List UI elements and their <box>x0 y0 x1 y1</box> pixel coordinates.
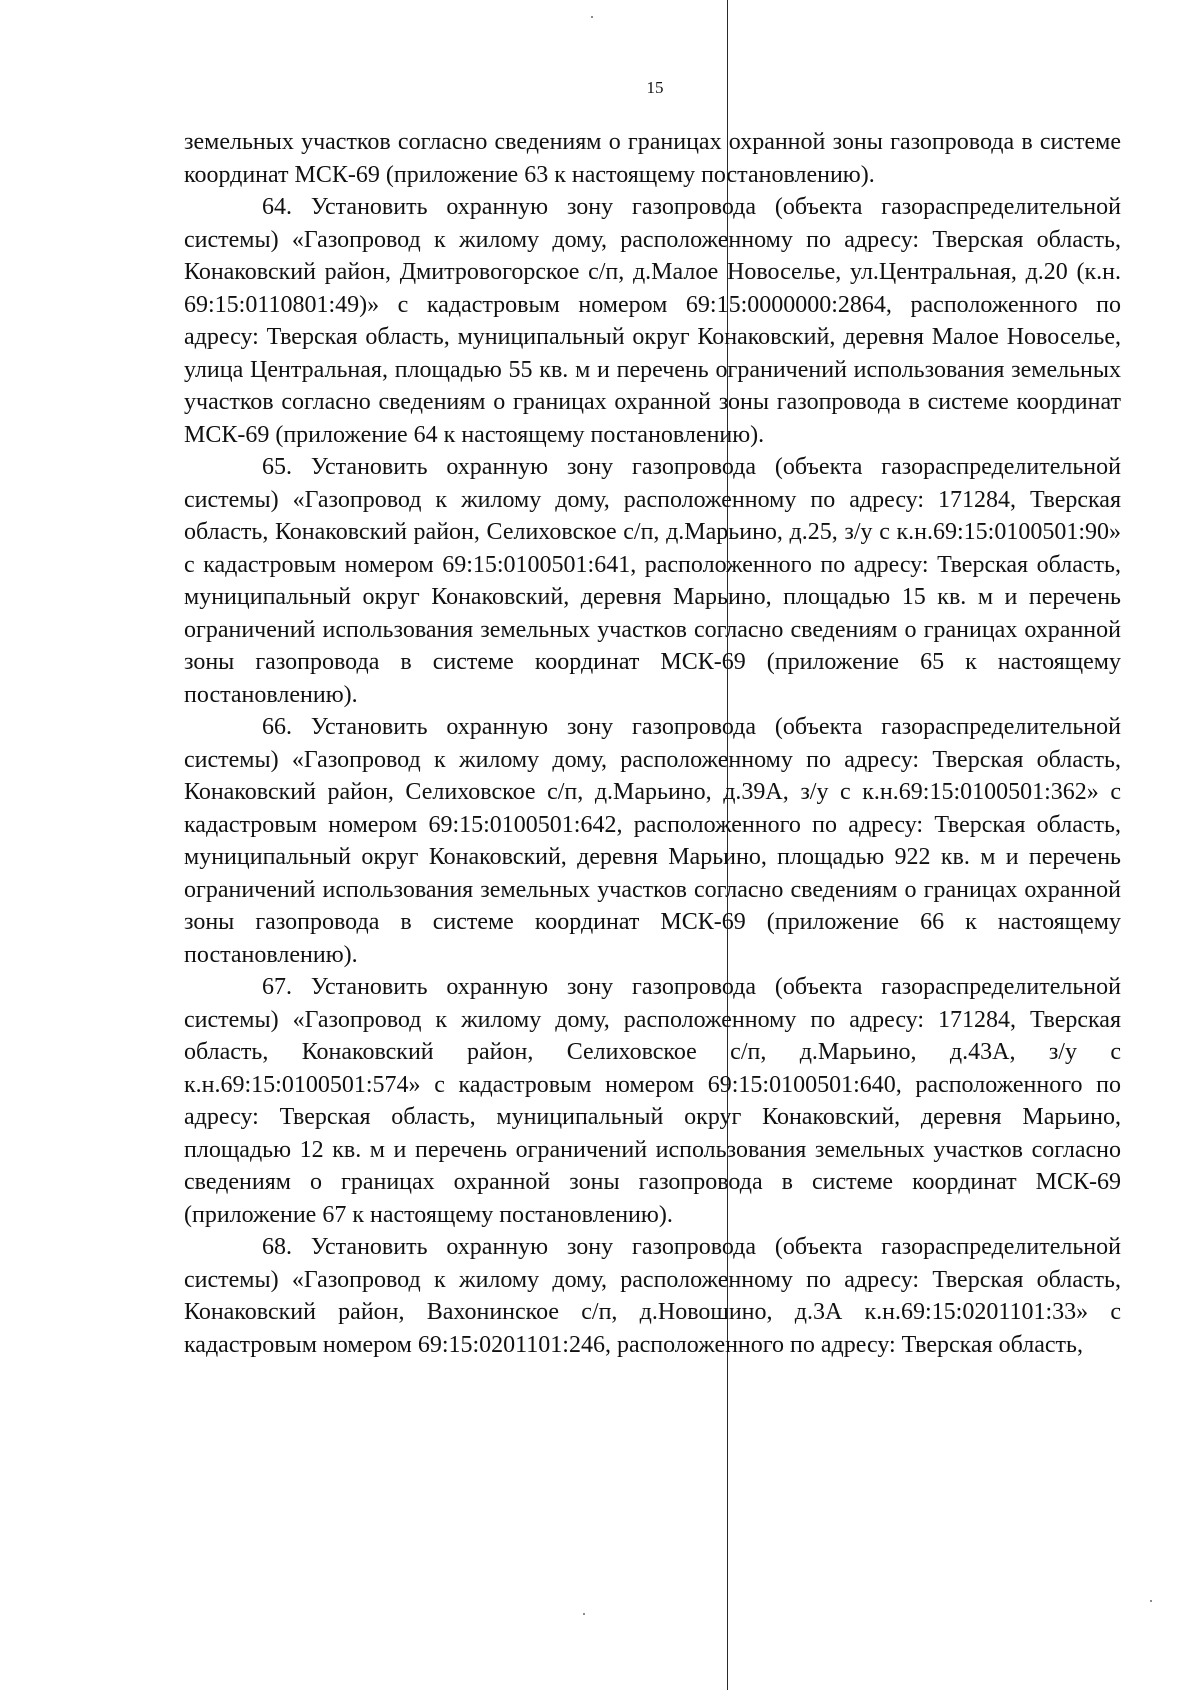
scan-speck <box>591 16 593 18</box>
paragraph-66: 66. Установить охранную зону газопровода (объекта газораспределительной системы) «Газопровод к жилому дому, расположенному по адресу: Тверская область, Конаковский район, Селиховское с/п, д.Марьино, д.39А, з/у с к.н.69:15:0100501:362» с кадастровым номером 69:15:0100501:642, расположенного по адресу: Тверская область, муниципальный округ Конаковский, деревня Марьино, площадью 922 кв. м и перечень ограничений использования земельных участков согласно сведениям о границах охранной зоны газопровода в системе координат МСК-69 (приложение 66 к настоящему постановлению). <box>184 714 1121 968</box>
document-body <box>184 126 1121 1361</box>
scan-speck <box>583 1613 585 1615</box>
paragraph-68: 68. Установить охранную зону газопровода (объекта газораспределительной системы) «Газопровод к жилому дому, расположенному по адресу: Тверская область, Конаковский район, Вахонинское с/п, д.Новошино, д.3А к.н.69:15:0201101:33» с кадастровым номером 69:15:0201101:246, расположенного по адресу: Тверская область, <box>184 1234 1121 1358</box>
scan-speck <box>1150 1600 1152 1602</box>
page-number: 15 <box>646 78 664 97</box>
paragraph-65: 65. Установить охранную зону газопровода (объекта газораспределительной системы) «Газопровод к жилому дому, расположенному по адресу: 171284, Тверская область, Конаковский район, Селиховское с/п, д.Марьино, д.25, з/у с к.н.69:15:0100501:90» с кадастровым номером 69:15:0100501:641, расположенного по адресу: Тверская область, муниципальный округ Конаковский, деревня Марьино, площадью 15 кв. м и перечень ограничений использования земельных участков согласно сведениям о границах охранной зоны газопровода в системе координат МСК-69 (приложение 65 к настоящему постановлению). <box>184 454 1121 708</box>
paragraph-67: 67. Установить охранную зону газопровода (объекта газораспределительной системы) «Газопровод к жилому дому, расположенному по адресу: 171284, Тверская область, Конаковский район, Селиховское с/п, д.Марьино, д.43А, з/у с к.н.69:15:0100501:574» с кадастровым номером 69:15:0100501:640, расположенного по адресу: Тверская область, муниципальный округ Конаковский, деревня Марьино, площадью 12 кв. м и перечень ограничений использования земельных участков согласно сведениям о границах охранной зоны газопровода в системе координат МСК-69 (приложение 67 к настоящему постановлению). <box>184 974 1121 1228</box>
paragraph-64: 64. Установить охранную зону газопровода (объекта газораспределительной системы) «Газопровод к жилому дому, расположенному по адресу: Тверская область, Конаковский район, Дмитровогорское с/п, д.Малое Новоселье, ул.Центральная, д.20 (к.н. 69:15:0110801:49)» с кадастровым номером 69:15:0000000:2864, расположенного по адресу: Тверская область, муниципальный округ Конаковский, деревня Малое Новоселье, улица Центральная, площадью 55 кв. м и перечень ограничений использования земельных участков согласно сведениям о границах охранной зоны газопровода в системе координат МСК-69 (приложение 64 к настоящему постановлению). <box>184 194 1121 448</box>
paragraph-63-continuation: земельных участков согласно сведениям о границах охранной зоны газопровода в системе координат МСК-69 (приложение 63 к настоящему постановлению). <box>184 129 1121 188</box>
